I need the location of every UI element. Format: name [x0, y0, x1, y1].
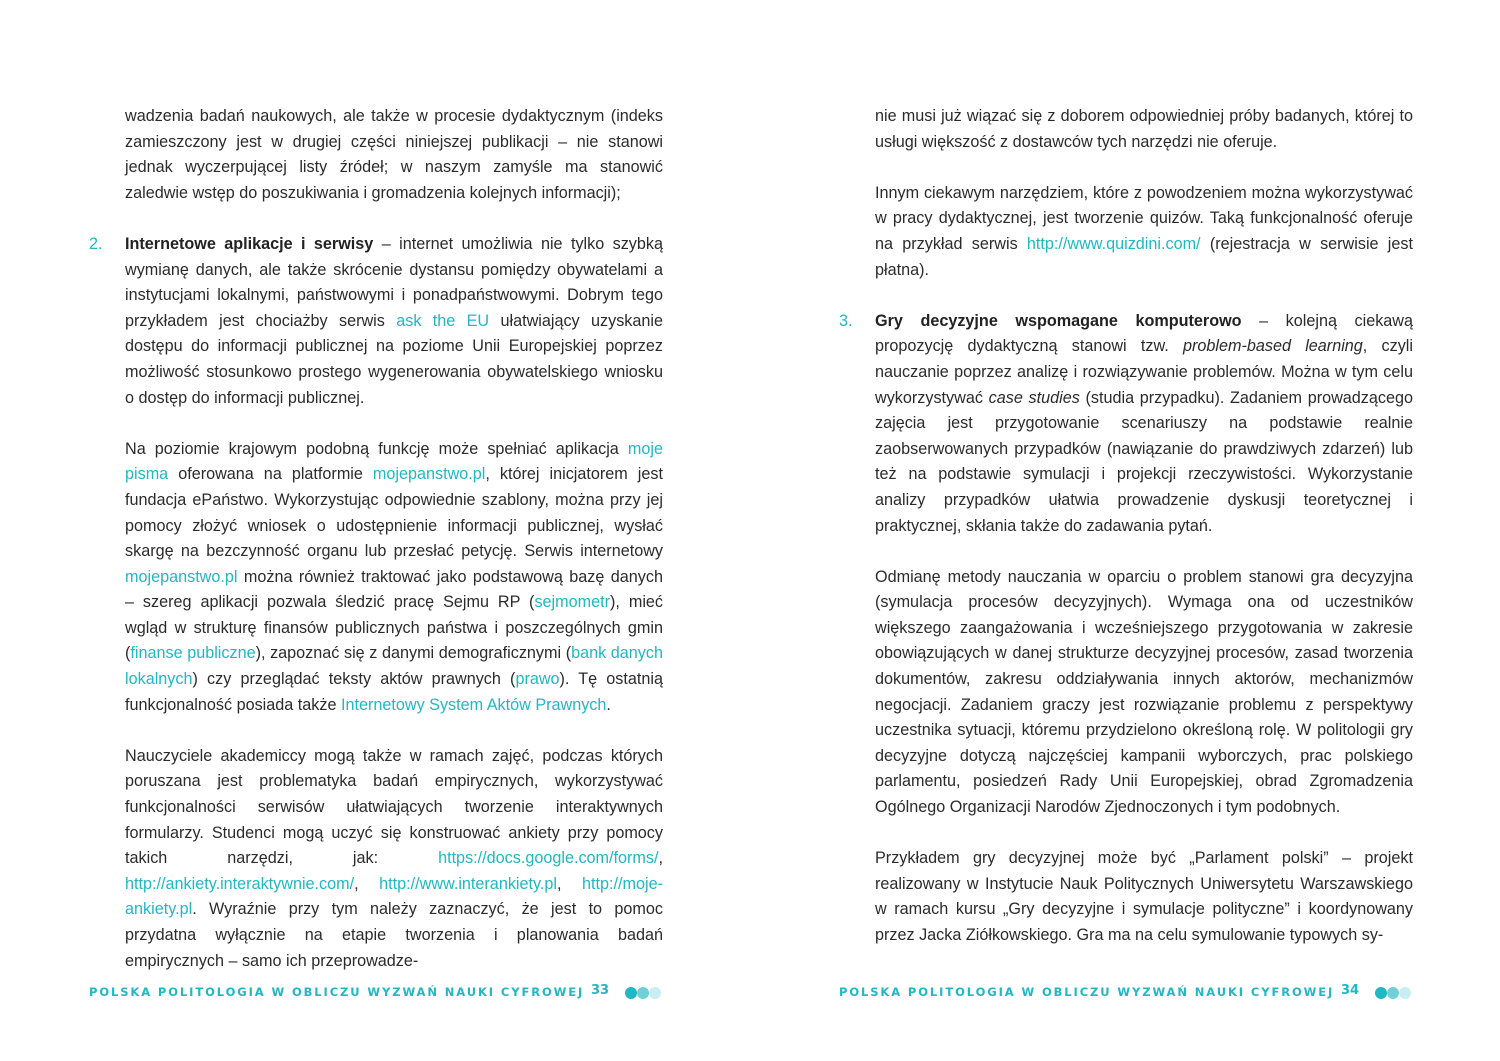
link-sejmometr[interactable]: sejmometr [534, 593, 611, 612]
link-ask-the-eu[interactable]: ask the EU [396, 311, 490, 330]
link-isap[interactable]: Internetowy System Aktów Prawnych [340, 695, 607, 714]
text-run: – internet umożliwia nie tylko szybką wymianę danych, ale także skrócenie dystansu pomiędzy obywatelami a instytucjami lokalnymi, państwowymi i ponadpaństwowymi. Dobrym tego przykładem jest chociażby serwis [125, 234, 663, 330]
list-item-title: Gry decyzyjne wspomagane komputerowo [875, 311, 1242, 330]
list-number: 3. [839, 311, 853, 330]
dot-icon [649, 987, 661, 999]
text-run: , [557, 874, 583, 893]
footer-title: POLSKA POLITOLOGIA W OBLICZU WYZWAŃ NAUKI CYFROWEJ [89, 985, 585, 999]
text-run: – kolejną ciekawą propozycję dydaktyczną stanowi tzw. [875, 311, 1413, 356]
left-page-body [89, 104, 664, 1000]
text-run: Nauczyciele akademiccy mogą także w ramach zajęć, podczas których poruszana jest problematyka badań empirycznych, wykorzystywać funkcjonalności serwisów ułatwiających tworzenie interaktywnych formularzy. Studenci mogą uczyć się konstruować ankiety przy pomocy takich narzędzi, jak: [125, 746, 663, 868]
list-item-title: Internetowe aplikacje i serwisy [125, 234, 374, 253]
paragraph [875, 181, 1413, 283]
link-mojepanstwo[interactable]: mojepanstwo.pl [372, 465, 486, 484]
right-page [750, 0, 1500, 1061]
link-interankiety[interactable]: http://www.interankiety.pl [379, 874, 557, 893]
text-run: , której inicjatorem jest fundacja ePaństwo. Wykorzystując odpowiednie szablony, można przy jej pomocy złożyć wniosek o udostępnienie informacji publicznej, wysłać skargę na bezczynność organu lub przesłać petycję. Serwis internetowy [125, 465, 663, 561]
list-item-2 [89, 232, 663, 411]
italic-term: case studies [988, 388, 1080, 407]
dot-icon [1375, 987, 1387, 999]
italic-term: problem-based learning [1182, 337, 1363, 356]
text-run: ). Tę ostatnią funkcjonalność posiada także [125, 670, 663, 714]
text-run: (studia przypadku). Zadaniem prowadzącego zajęcia jest przygotowanie scenariuszy na podstawie realnie zaobserwowanych przypadków (nawiązanie do prawdziwych zdarzeń) lub też na podstawie symulacji i projekcji rzeczywistości. Wykorzystanie analizy przypadków ułatwia prowadzenie dyskusji teoretycznej i praktycznej, skłania także do zadawania pytań. [875, 388, 1414, 535]
footer-title: POLSKA POLITOLOGIA W OBLICZU WYZWAŃ NAUKI CYFROWEJ [839, 985, 1335, 999]
link-mojepanstwo-2[interactable]: mojepanstwo.pl [125, 567, 238, 586]
text-run: , [354, 874, 380, 893]
text-run: , [658, 849, 663, 868]
dot-icon [1399, 987, 1411, 999]
text-run: . Wyraźnie przy tym należy zaznaczyć, że jest to pomoc przydatna wyłącznie na etapie tworzenia i planowania badań empirycznych – samo ich przeprowadze- [125, 900, 663, 970]
text-run: , czyli nauczanie poprzez analizę i rozwiązywanie problemów. Można w tym celu wykorzystywać [875, 337, 1414, 407]
text-run: ), zapoznać się z danymi demograficznymi ( [255, 644, 572, 663]
list-number: 2. [89, 234, 103, 253]
link-moje-pisma[interactable]: moje pisma [125, 439, 663, 484]
text-run: ) czy przeglądać teksty aktów prawnych ( [192, 670, 516, 689]
dots-decoration-icon [625, 987, 665, 999]
paragraph [125, 437, 663, 719]
text-run: można również traktować jako podstawową bazę danych – szereg aplikacji pozwala śledzić pracę Sejmu RP ( [125, 567, 663, 612]
paragraph: Przykładem gry decyzyjnej może być „Parlament polski” – projekt realizowany w Instytucie Nauk Politycznych Uniwersytetu Warszawskiego w ramach kursu „Gry decyzyjne i symulacje polityczne” i koordynowany przez Jacka Ziółkowskiego. Gra ma na celu symulowanie typowych sy- [875, 849, 1413, 944]
text-run: ), mieć wgląd w strukturę finansów publicznych państwa i poszczególnych gmin ( [125, 593, 664, 663]
text-run: (rejestracja w serwisie jest płatna). [875, 234, 1413, 279]
text-run: ułatwiający uzyskanie dostępu do informacji publicznej na poziome Unii Europejskiej poprzez możliwość stosunkowo prostego wygenerowania obywatelskiego wniosku o dostęp do informacji publicznej. [125, 311, 663, 407]
dot-icon [625, 987, 637, 999]
paragraph [125, 744, 663, 974]
text-run: Na poziomie krajowym podobną funkcję może spełniać aplikacja [125, 439, 628, 458]
paragraph: nie musi już wiązać się z doborem odpowiedniej próby badanych, której to usługi większość z dostawców tych narzędzi nie oferuje. [875, 107, 1413, 151]
right-page-body [839, 104, 1414, 974]
paragraph: wadzenia badań naukowych, ale także w procesie dydaktycznym (indeks zamieszczony jest w drugiej części niniejszej publikacji – nie stanowi jednak wyczerpującej listy źródeł; w naszym zamyśle ma stanowić zaledwie wstęp do poszukiwania i gromadzenia kolejnych informacji); [125, 107, 663, 202]
link-quizdini[interactable]: http://www.quizdini.com/ [1026, 234, 1201, 253]
text-run: . [606, 695, 611, 714]
link-bank-danych-lokalnych[interactable]: bank danych lokalnych [125, 644, 663, 689]
link-finanse-publiczne[interactable]: finanse publiczne [130, 644, 256, 663]
text-run: oferowana na platformie [168, 465, 373, 484]
dot-icon [1387, 987, 1399, 999]
link-moje-ankiety[interactable]: http://moje-ankiety.pl [125, 874, 664, 919]
dot-icon [637, 987, 649, 999]
text-run: Innym ciekawym narzędziem, które z powodzeniem można wykorzystywać w pracy dydaktycznej, jest tworzenie quizów. Taką funkcjonalność oferuje na przykład serwis [875, 183, 1413, 253]
dots-decoration-icon [1375, 987, 1415, 999]
paragraph: Odmianę metody nauczania w oparciu o problem stanowi gra decyzyjna (symulacja procesów decyzyjnych). Wymaga ona od uczestników większego zaangażowania i wcześniejszego przygotowania w zakresie obowiązujących w danej strukturze decyzyjnej procesów, zasad tworzenia dokumentów, zakresu oddziaływania innych aktorów, mechanizmów negocjacji. Zadaniem graczy jest rozwiązanie problemu z perspektywy uczestnika sytuacji, któremu przydzielono określoną rolę. W politologii gry decyzyjne dotyczą najczęściej kampanii wyborczych, prac polskiego parlamentu, posiedzeń Rady Unii Europejskiej, obrad Zgromadzenia Ogólnego Organizacji Narodów Zjednoczonych i tym podobnych. [875, 567, 1413, 817]
page-number: 34 [1341, 983, 1360, 998]
link-google-forms[interactable]: https://docs.google.com/forms/ [438, 849, 659, 868]
page-number: 33 [591, 983, 610, 998]
link-ankiety-interaktywnie[interactable]: http://ankiety.interaktywnie.com/ [125, 874, 355, 893]
list-item-3 [839, 309, 1414, 539]
link-prawo[interactable]: prawo [515, 670, 560, 689]
